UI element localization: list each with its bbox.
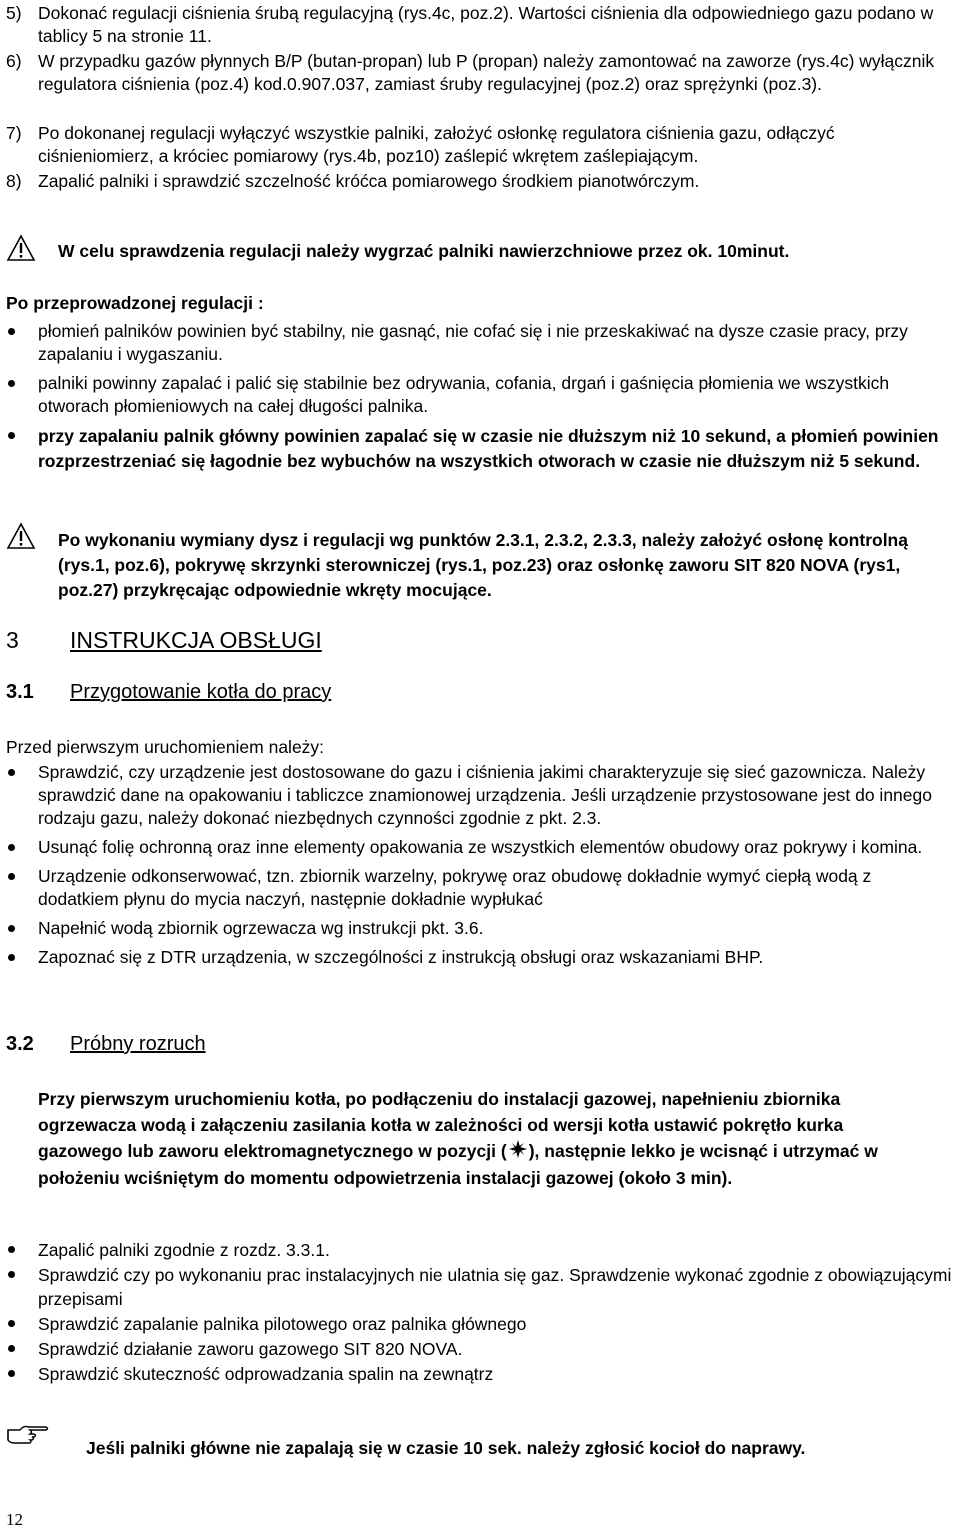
bullet-icon [6,1337,38,1361]
intro-text: Przed pierwszym uruchomieniem należy: [6,737,325,757]
bullet-icon [6,372,38,418]
section-heading-3-2: 3.2 Próbny rozruch [6,1033,206,1055]
item-number: 8) [6,171,22,191]
list-item: Usunąć folię ochronną oraz inne elementy opakowania ze wszystkich elementów obudowy oraz pokrywy i komina. [6,836,956,859]
bullet-icon [6,1362,38,1386]
warning-text: W celu sprawdzenia regulacji należy wygrzać palniki nawierzchniowe przez ok. 10minut. [58,241,790,261]
bullet-icon [6,761,38,830]
warning-note-1 [6,240,954,266]
list-item: przy zapalaniu palnik główny powinien zapalać się w czasie nie dłuższym niż 10 sekund, a płomień powinien rozprzestrzeniać się łagodnie bez wybuchów na wszystkich otworach w czasie nie dłuższym niż 5 sekund. [6,424,956,474]
bullet-icon [6,1263,38,1311]
bullet-icon [6,1312,38,1336]
list-item: Sprawdzić działanie zaworu gazowego SIT 820 NOVA. [6,1337,956,1361]
item-number: 7) [6,123,22,143]
list-item-6 [6,50,954,96]
list-item: Zapoznać się z DTR urządzenia, w szczególności z instrukcją obsługi oraz wskazaniami BHP. [6,946,956,969]
list-item: płomień palników powinien być stabilny, nie gasnąć, nie cofać się i nie przeskakiwać na dysze czasie pracy, przy zapalaniu i wygaszaniu. [6,320,956,366]
after-regulation-list [6,320,956,480]
bullet-icon [6,946,38,969]
item-number: 5) [6,3,22,23]
bullet-icon [6,320,38,366]
item-text: W przypadku gazów płynnych B/P (butan-propan) lub P (propan) należy zamontować na zaworze (rys.4c) wyłącznik regulatora ciśnienia (poz.4) kod.0.907.037, zamiast śruby regulacyjnej (poz.2) oraz sprężynki (poz.3). [38,51,935,94]
pointing-hand-icon [6,1422,50,1454]
trial-check-list [6,1238,956,1387]
trial-start-paragraph: Przy pierwszym uruchomieniu kotła, po podłączeniu do instalacji gazowej, napełnieniu zbiornika ogrzewacza wodą i załączeniu zasilania kotła w zależności od wersji kotła ustawić pokrętło kurka gazowego lub zaworu elektromagnetycznego w pozycji ( ), następnie lekko je wcisnąć i utrzymać w położeniu wciśniętym do momentu odpowietrzenia instalacji gazowej (około 3 min). [38,1089,878,1189]
list-item-7 [6,122,954,168]
preparation-list [6,761,956,975]
warning-text: Po wykonaniu wymiany dysz i regulacji wg punktów 2.3.1, 2.3.2, 2.3.3, należy założyć osłonę kontrolną (rys.1, poz.6), pokrywę skrzynki sterowniczej (rys.1, poz.23) oraz osłonkę zaworu SIT 820 NOVA (rys1, poz.27) przykręcając odpowiednie wkręty mocujące. [58,530,908,600]
item-text: Po dokonanej regulacji wyłączyć wszystkie palniki, założyć osłonkę regulatora ciśnienia gazu, odłączyć ciśnieniomierz, a króciec pomiarowy (rys.4b, poz10) zaślepić wkrętem zaślepiającym. [38,123,835,166]
warning-triangle-icon [6,240,58,266]
list-item: Napełnić wodą zbiornik ogrzewacza wg instrukcji pkt. 3.6. [6,917,956,940]
repair-note: Jeśli palniki główne nie zapalają się w czasie 10 sek. należy zgłosić kocioł do naprawy. [86,1438,806,1458]
warning-note-2 [6,528,954,603]
list-item: Sprawdzić skuteczność odprowadzania spalin na zewnątrz [6,1362,956,1386]
item-number: 6) [6,51,22,71]
bullet-icon [6,917,38,940]
list-item-5 [6,2,954,48]
warning-triangle-icon [6,528,58,554]
page-number: 12 [6,1510,23,1529]
list-item: Zapalić palniki zgodnie z rozdz. 3.3.1. [6,1238,956,1262]
list-item: palniki powinny zapalać i palić się stabilnie bez odrywania, cofania, drgań i gaśnięcia płomienia we wszystkich otworach płomieniowych na całej długości palnika. [6,372,956,418]
item-text: Zapalić palniki i sprawdzić szczelność króćca pomiarowego środkiem pianotwórczym. [38,171,700,191]
pilot-star-icon [509,1139,527,1165]
list-item: Urządzenie odkonserwować, tzn. zbiornik warzelny, pokrywę oraz obudowę dokładnie wymyć ciepłą wodą z dodatkiem płynu do mycia naczyń, następnie dokładnie wypłukać [6,865,956,911]
list-item: Sprawdzić, czy urządzenie jest dostosowane do gazu i ciśnienia jakimi charakteryzuje się sieć gazownicza. Należy sprawdzić dane na opakowaniu i tabliczce znamionowej urządzenia. Jeśli urządzenie przystosowane jest do innego rodzaju gazu, należy dokonać niezbędnych czynności zgodnie z pkt. 2.3. [6,761,956,830]
list-item: Sprawdzić czy po wykonaniu prac instalacyjnych nie ulatnia się gaz. Sprawdzenie wykonać zgodnie z obowiązującymi przepisami [6,1263,956,1311]
after-regulation-heading: Po przeprowadzonej regulacji : [6,293,264,313]
list-item: Sprawdzić zapalanie palnika pilotowego oraz palnika głównego [6,1312,956,1336]
item-text: Dokonać regulacji ciśnienia śrubą regulacyjną (rys.4c, poz.2). Wartości ciśnienia dla odpowiedniego gazu podano w tablicy 5 na stronie 11. [38,3,934,46]
section-heading-3: 3 INSTRUKCJA OBSŁUGI [6,627,322,653]
bullet-icon [6,865,38,911]
section-heading-3-1: 3.1 Przygotowanie kotła do pracy [6,681,332,703]
list-item-8 [6,170,954,193]
bullet-icon [6,424,38,474]
bullet-icon [6,836,38,859]
bullet-icon [6,1238,38,1262]
